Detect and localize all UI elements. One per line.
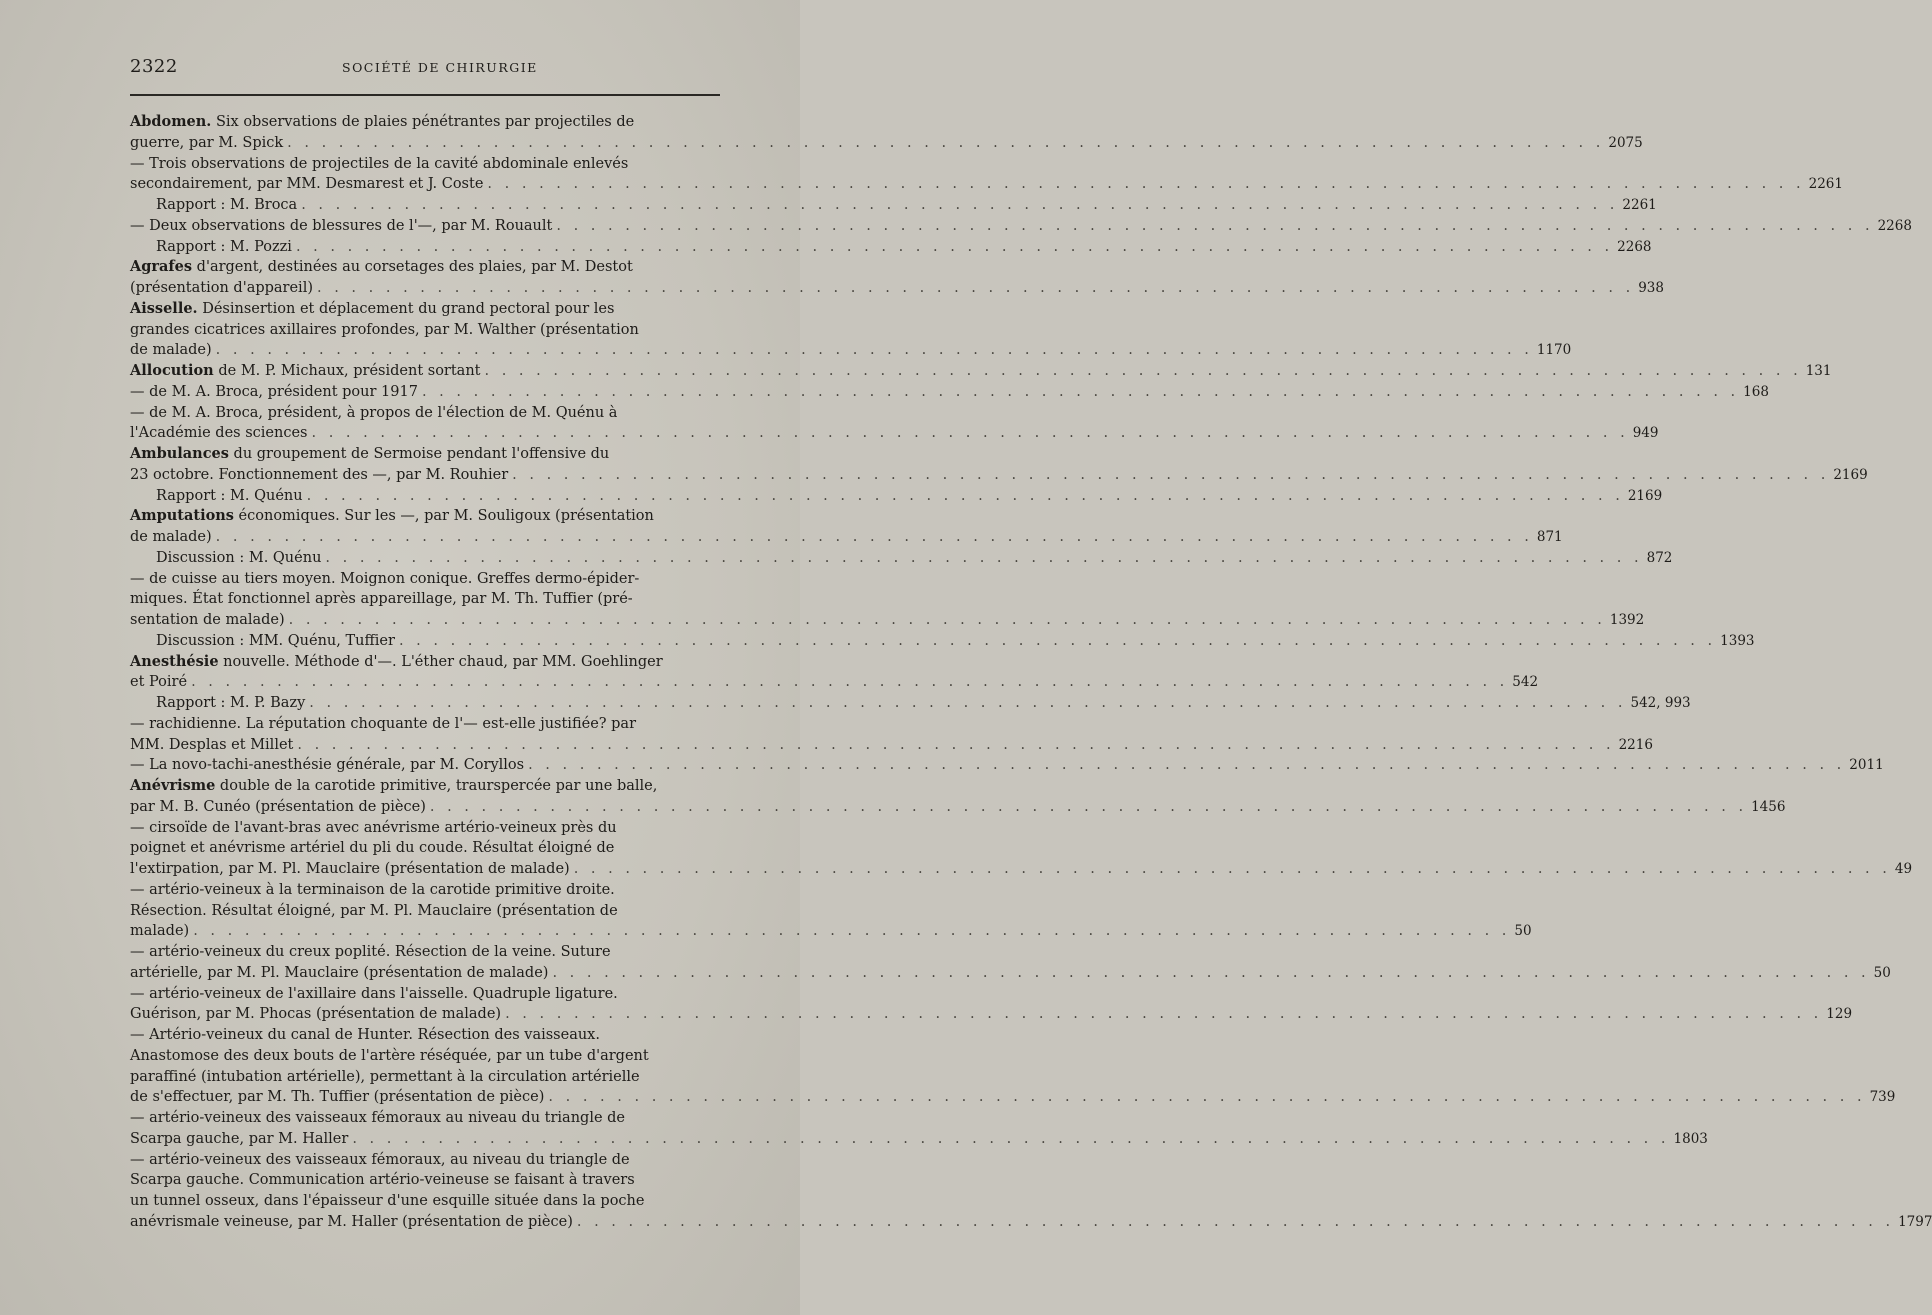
entry-text [130, 1069, 640, 1085]
dot-leader [296, 239, 1613, 255]
entry-text [130, 1172, 635, 1188]
entry-line-text: l'Académie des sciences [130, 425, 308, 442]
page-reference: 542 [1512, 674, 1539, 691]
page-reference: 1170 [1536, 342, 1572, 359]
entry-line-text: anévrismale veineuse, par M. Haller (présentation de pièce) [130, 1213, 573, 1230]
entry-text [130, 840, 614, 856]
entry-line [130, 818, 725, 839]
entry-line [130, 838, 725, 859]
entry-keyword: Anesthésie [130, 652, 219, 670]
entry-text [130, 176, 483, 192]
index-entry [130, 569, 1645, 631]
index-entry [130, 403, 1659, 445]
entry-line [156, 631, 1755, 652]
dot-leader [317, 280, 1634, 296]
index-entry [130, 776, 1786, 818]
page-reference: 2169 [1627, 487, 1663, 504]
entry-line [130, 527, 1563, 548]
entry-line [130, 1170, 725, 1191]
entry-line [130, 569, 725, 590]
index-entry [130, 1108, 1708, 1150]
index-entry [130, 693, 1691, 714]
entry-line-text: Résection. Résultat éloigné, par M. Pl. Mauclaire (présentation de [130, 902, 618, 919]
dot-leader [422, 384, 1739, 400]
entry-text [130, 529, 212, 545]
entry-line-text: — La novo-tachi-anesthésie générale, par M. Coryllos [130, 757, 525, 774]
entry-line-text: Six observations de plaies pénétrantes par projectiles de [211, 114, 635, 130]
entry-line-text: — artério-veineux de l'axillaire dans l'aisselle. Quadruple ligature. [130, 985, 618, 1002]
entry-line-text: Rapport : M. P. Bazy [156, 695, 306, 711]
entry-line-text: — rachidienne. La réputation choquante de l'— est-elle justifiée? par [130, 715, 637, 732]
entry-keyword: Amputations [130, 507, 234, 525]
entry-line [130, 859, 1913, 880]
header-rule [130, 94, 720, 96]
entry-line-text: — de M. A. Broca, président pour 1917 [130, 383, 418, 400]
entry-line [130, 361, 1832, 382]
index-entry [130, 444, 1868, 486]
dot-leader [556, 218, 1873, 234]
entry-line-text: — artério-veineux du creux poplité. Résection de la veine. Suture [130, 944, 611, 960]
entry-text [130, 342, 212, 358]
entry-text [130, 591, 633, 607]
dot-leader [216, 342, 1533, 358]
entry-line [130, 589, 725, 610]
entry-line-text: — cirsoïde de l'avant-bras avec anévrisme artério-veineux près du [130, 819, 617, 836]
entry-keyword: Allocution [130, 362, 214, 379]
dot-leader [528, 757, 1845, 773]
dot-leader [505, 1006, 1822, 1022]
entry-text [130, 467, 508, 483]
index-entry [130, 112, 1643, 154]
entry-line [130, 942, 725, 963]
entry-text [130, 259, 633, 275]
index-entry [130, 755, 1884, 776]
entry-keyword: Abdomen. [130, 113, 212, 130]
entry-line [156, 693, 1691, 714]
index-entry [130, 299, 1572, 361]
index-entry [130, 1025, 1896, 1108]
entry-line-text: Désinsertion et déplacement du grand pectoral pour les [197, 300, 615, 317]
index-entry [130, 237, 1652, 258]
entry-line-text: — Artério-veineux du canal de Hunter. Résection des vaisseaux. [130, 1027, 600, 1043]
entry-line-text: économiques. Sur les —, par M. Souligoux (présentation [233, 508, 654, 525]
entry-line [130, 340, 1572, 361]
dot-leader [574, 861, 1891, 877]
entry-text [156, 695, 305, 711]
entry-text [130, 820, 617, 836]
entry-text [130, 508, 654, 524]
entry-text [130, 1048, 649, 1064]
entry-line-text: grandes cicatrices axillaires profondes, par M. Walther (présentation [130, 321, 639, 338]
entry-line [130, 797, 1786, 818]
dot-leader [512, 467, 1829, 483]
entry-text [130, 1193, 644, 1209]
index-entry [130, 631, 1755, 652]
index-entry [130, 880, 1532, 942]
entry-line [130, 154, 725, 175]
page-reference: 1797 [1898, 1213, 1932, 1230]
page-reference: 2261 [1622, 197, 1657, 213]
entry-line-text: par M. B. Cunéo (présentation de pièce) [130, 798, 426, 815]
entry-text [130, 1089, 544, 1105]
entry-text [130, 882, 615, 898]
entry-text [130, 135, 283, 151]
entry-line [130, 755, 1884, 776]
entry-text [130, 446, 609, 462]
entry-line-text: paraffiné (intubation artérielle), permettant à la circulation artérielle [130, 1068, 640, 1085]
entry-line-text: Rapport : M. Pozzi [156, 238, 292, 255]
entry-line-text: et Poiré [130, 674, 188, 691]
entry-line-text: secondairement, par MM. Desmarest et J. Coste [130, 176, 484, 193]
entry-line-text: l'extirpation, par M. Pl. Mauclaire (présentation de malade) [130, 861, 570, 877]
entry-text [130, 1027, 600, 1043]
page-reference: 2216 [1618, 736, 1653, 753]
dot-leader [301, 197, 1618, 213]
entry-line-text: d'argent, destinées au corsetages des plaies, par M. Destot [192, 259, 633, 276]
index-entry [130, 361, 1832, 382]
entry-line [130, 1108, 725, 1129]
entry-line-text: — de M. A. Broca, président, à propos de l'élection de M. Quénu à [130, 404, 618, 421]
entry-line [130, 506, 725, 527]
entry-line [130, 112, 725, 133]
index-entry [130, 984, 1853, 1026]
entry-text [130, 384, 418, 400]
index-entry [130, 486, 1663, 507]
entry-text [156, 633, 395, 649]
entry-text [130, 405, 617, 421]
entry-line-text: de s'effectuer, par M. Th. Tuffier (présentation de pièce) [130, 1089, 545, 1106]
index-entry [130, 382, 1769, 403]
page-number: 2322 [130, 56, 178, 77]
dot-leader [548, 1089, 1865, 1105]
index-entry [130, 216, 1912, 237]
entry-line [130, 465, 1868, 486]
entry-line [130, 1129, 1708, 1150]
entry-line [130, 216, 1912, 237]
dot-leader [552, 965, 1869, 981]
entry-line [130, 444, 725, 465]
entry-line-text: poignet et anévrisme artériel du pli du coude. Résultat éloigné de [130, 840, 615, 857]
entry-text [130, 757, 524, 773]
entry-line-text: Rapport : M. Broca [156, 197, 298, 213]
entry-line [130, 1150, 725, 1171]
entry-text [130, 612, 285, 628]
entry-text [130, 571, 639, 587]
page-header [130, 56, 720, 80]
page-reference: 1456 [1751, 798, 1786, 815]
dot-leader [287, 135, 1604, 151]
entry-text [130, 799, 426, 815]
entry-line [130, 382, 1769, 403]
entry-text [156, 197, 297, 213]
entry-line-text: — artério-veineux des vaisseaux fémoraux au niveau du triangle de [130, 1110, 626, 1126]
entry-text [130, 674, 187, 690]
entry-text [130, 986, 618, 1002]
index-entry [130, 154, 1843, 196]
entry-text [130, 156, 628, 172]
entry-line-text: de malade) [130, 529, 212, 545]
entry-keyword: Ambulances [130, 445, 229, 462]
entry-text [130, 716, 636, 732]
entry-line-text: Scarpa gauche, par M. Haller [130, 1130, 349, 1147]
entry-text [130, 1152, 630, 1168]
entry-text [130, 778, 657, 794]
page-reference: 2011 [1849, 757, 1884, 774]
entry-line [130, 880, 725, 901]
index-list [130, 112, 1932, 1233]
dot-leader [191, 674, 1508, 690]
entry-line [130, 1046, 725, 1067]
entry-line [130, 1067, 725, 1088]
entry-line [130, 921, 1532, 942]
entry-text [156, 239, 292, 255]
entry-line-text: sentation de malade) [130, 612, 285, 628]
page-reference: 2261 [1808, 176, 1843, 193]
entry-text [130, 1131, 348, 1147]
dot-leader [307, 488, 1624, 504]
entry-line-text: Discussion : M. Quénu [156, 549, 322, 566]
entry-line-text: de M. P. Michaux, président sortant [213, 363, 481, 379]
dot-leader [325, 550, 1642, 566]
entry-line-text: double de la carotide primitive, traurspercée par une balle, [215, 778, 658, 794]
page-reference: 739 [1869, 1089, 1896, 1106]
entry-line-text: Scarpa gauche. Communication artério-veineuse se faisant à travers [130, 1172, 635, 1189]
page-reference: 168 [1743, 383, 1769, 400]
entry-line [156, 548, 1673, 569]
dot-leader [311, 425, 1628, 441]
entry-line [130, 735, 1653, 756]
entry-text [130, 1110, 625, 1126]
page-reference: 1392 [1609, 612, 1645, 628]
dot-leader [352, 1131, 1669, 1147]
entry-line-text: — Trois observations de projectiles de la cavité abdominale enlevés [130, 155, 629, 172]
entry-line-text: 23 octobre. Fonctionnement des —, par M. Rouhier [130, 466, 509, 483]
index-entry [130, 1150, 1932, 1233]
entry-text [130, 114, 634, 130]
dot-leader [577, 1214, 1894, 1230]
page-reference: 1803 [1673, 1130, 1708, 1147]
entry-line-text: Anastomose des deux bouts de l'artère réséquée, par un tube d'argent [130, 1047, 649, 1064]
entry-text [130, 944, 611, 960]
entry-line [130, 610, 1645, 631]
dot-leader [193, 923, 1510, 939]
page-reference: 50 [1873, 964, 1891, 981]
entry-line-text: — artério-veineux à la terminaison de la carotide primitive droite. [130, 881, 615, 898]
index-entry [130, 257, 1664, 299]
page-reference: 49 [1894, 861, 1913, 877]
entry-text [156, 550, 321, 566]
page-reference: 872 [1646, 549, 1673, 566]
entry-line [130, 257, 725, 278]
entry-keyword: Aisselle. [130, 299, 198, 317]
page-reference: 131 [1805, 363, 1832, 379]
entry-line-text: Guérison, par M. Phocas (présentation de malade) [130, 1006, 502, 1023]
entry-line [156, 486, 1663, 507]
dot-leader [289, 612, 1606, 628]
entry-line [130, 776, 725, 797]
entry-line-text: malade) [130, 923, 190, 940]
entry-line [130, 901, 725, 922]
entry-line [130, 403, 725, 424]
entry-text [130, 1214, 573, 1230]
entry-line-text: artérielle, par M. Pl. Mauclaire (présentation de malade) [130, 964, 549, 981]
entry-keyword: Agrafes [130, 258, 193, 276]
entry-line [130, 174, 1843, 195]
page-reference: 542, 993 [1630, 695, 1691, 711]
entry-line [130, 278, 1664, 299]
entry-line-text: (présentation d'appareil) [130, 280, 313, 296]
page-reference: 1393 [1720, 632, 1755, 649]
entry-line-text: MM. Desplas et Millet [130, 736, 294, 753]
entry-text [130, 737, 293, 753]
entry-line-text: Discussion : MM. Quénu, Tuffier [156, 632, 395, 649]
entry-line [156, 195, 1657, 216]
entry-text [130, 923, 189, 939]
index-entry [130, 506, 1563, 548]
entry-line-text: un tunnel osseux, dans l'épaisseur d'une esquille située dans la poche [130, 1193, 645, 1209]
entry-line [130, 1025, 725, 1046]
entry-text [130, 322, 639, 338]
entry-text [130, 1006, 501, 1022]
entry-line [130, 672, 1539, 693]
entry-text [130, 301, 614, 317]
entry-line [130, 299, 725, 320]
entry-text [130, 965, 548, 981]
page-reference: 871 [1536, 529, 1563, 545]
dot-leader [430, 799, 1747, 815]
entry-keyword: Anévrisme [130, 777, 216, 794]
entry-line [130, 1191, 725, 1212]
index-entry [130, 548, 1673, 569]
entry-line-text: — Deux observations de blessures de l'—, par M. Rouault [130, 217, 553, 234]
page-reference: 2268 [1617, 238, 1652, 255]
entry-text [130, 218, 552, 234]
index-entry [130, 195, 1657, 216]
page-reference: 50 [1514, 923, 1532, 940]
page-reference: 129 [1826, 1006, 1853, 1023]
entry-line [130, 984, 725, 1005]
page-reference: 949 [1632, 425, 1659, 442]
entry-line [130, 320, 725, 341]
entry-line-text: de malade) [130, 342, 212, 359]
dot-leader [309, 695, 1626, 711]
entry-text [130, 425, 307, 441]
entry-line [130, 1212, 1932, 1233]
index-entry [130, 818, 1913, 880]
page-reference: 2268 [1877, 217, 1912, 234]
entry-line [130, 1087, 1896, 1108]
index-entry [130, 942, 1891, 984]
running-title: SOCIÉTÉ DE CHIRURGIE [342, 60, 538, 75]
page-reference: 938 [1638, 280, 1664, 296]
index-entry [130, 652, 1539, 694]
entry-line-text: nouvelle. Méthode d'—. L'éther chaud, par MM. Goehlinger [218, 653, 663, 670]
entry-line-text: — artério-veineux des vaisseaux fémoraux, au niveau du triangle de [130, 1151, 630, 1168]
entry-line [130, 133, 1643, 154]
entry-text [130, 280, 313, 296]
index-entry [130, 714, 1653, 756]
entry-line-text: miques. État fonctionnel après appareillage, par M. Th. Tuffier (pré- [130, 591, 633, 608]
entry-line-text: du groupement de Sermoise pendant l'offensive du [228, 446, 610, 462]
page-reference: 2075 [1608, 134, 1643, 151]
entry-text [130, 861, 570, 877]
entry-text [130, 654, 663, 670]
entry-text [130, 903, 618, 919]
dot-leader [399, 633, 1716, 649]
page-reference: 2169 [1833, 466, 1868, 483]
dot-leader [487, 176, 1804, 192]
entry-line [130, 652, 725, 673]
entry-line [130, 963, 1891, 984]
entry-line [130, 423, 1659, 444]
entry-text [156, 488, 303, 504]
entry-line [156, 237, 1652, 258]
entry-line-text: guerre, par M. Spick [130, 134, 284, 151]
entry-line-text: Rapport : M. Quénu [156, 487, 303, 504]
dot-leader [216, 529, 1533, 545]
entry-text [130, 363, 481, 379]
entry-line-text: — de cuisse au tiers moyen. Moignon conique. Greffes dermo-épider- [130, 570, 640, 587]
entry-line [130, 714, 725, 735]
dot-leader [297, 737, 1614, 753]
entry-line [130, 1004, 1853, 1025]
dot-leader [485, 363, 1802, 379]
